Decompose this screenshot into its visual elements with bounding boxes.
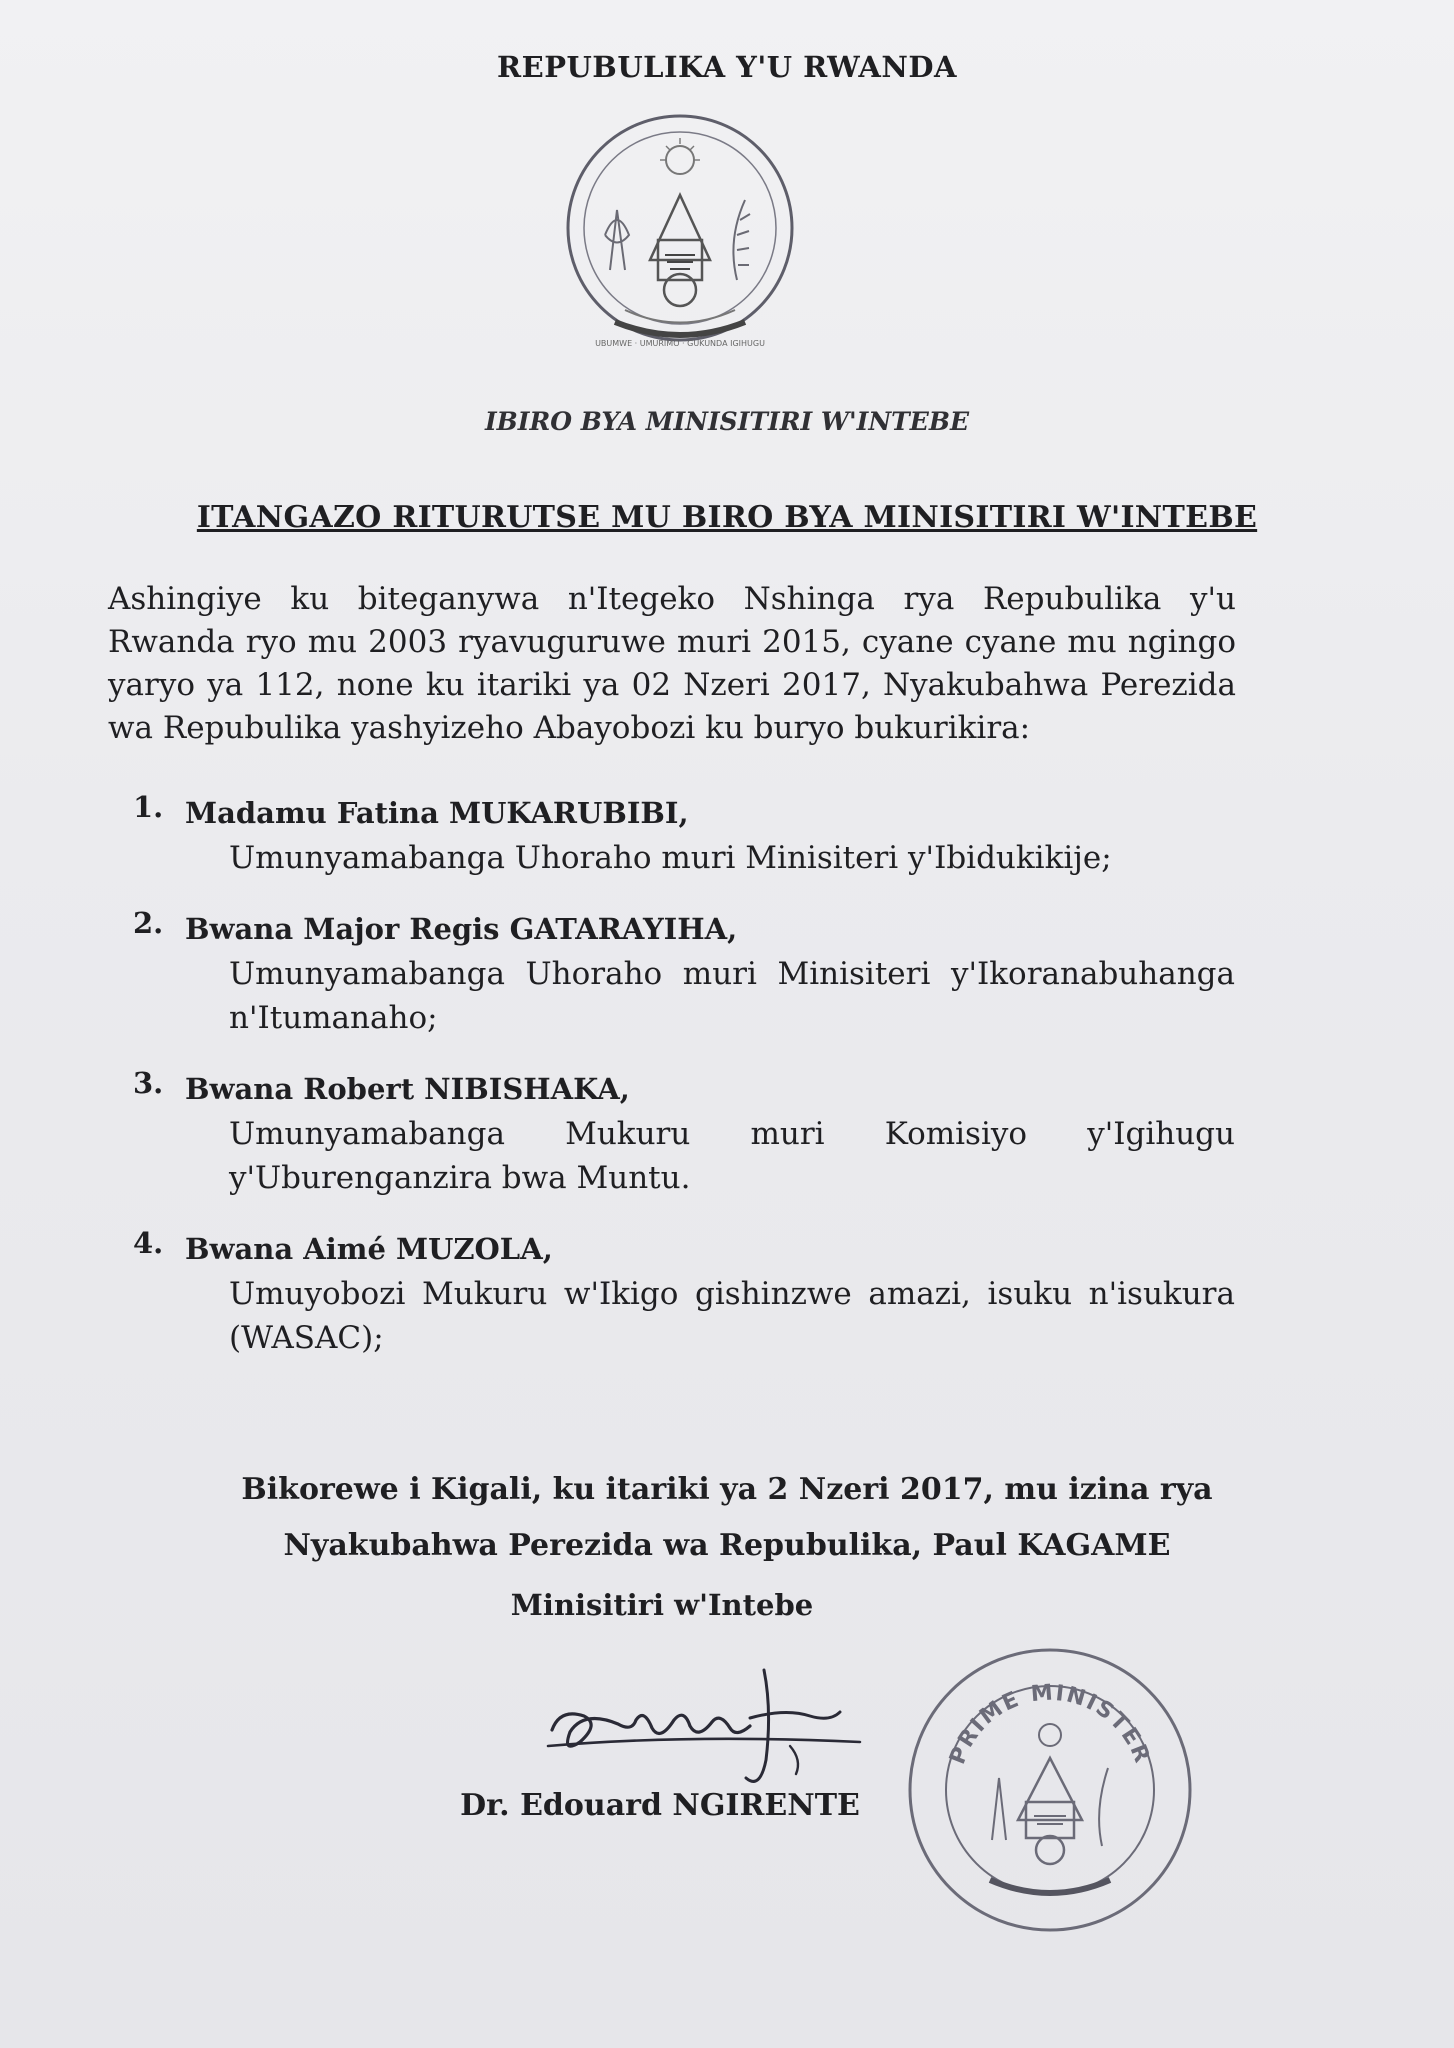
appointee-role: Umuyobozi Mukuru w'Ikigo gishinzwe amazi, isuku n'isukura (WASAC); [229,1276,1235,1356]
office-subheading: IBIRO BYA MINISITIRI W'INTEBE [484,407,970,436]
svg-text:UBUMWE · UMURIMO · GUKUNDA IGI: UBUMWE · UMURIMO · GUKUNDA IGIHUGU [595,339,765,348]
intro-paragraph: Ashingiye ku biteganywa n'Itegeko Nshinga rya Repubulika y'u Rwanda ryo mu 2003 ryavuguruwe muri 2015, cyane cyane mu ngingo yaryo ya 112, none ku itariki ya 02 Nzeri 2017, Nyakubahwa Perezida wa Repubulika yashyizeho Abayobozi ku buryo bukurikira: [108,581,1236,746]
appointment-number: 3. [133,1066,164,1100]
appointment-number: 1. [133,790,164,824]
closing-line-1: Bikorewe i Kigali, ku itariki ya 2 Nzeri 2017, mu izina rya [241,1472,1213,1507]
appointments-list [133,790,1235,1386]
appointment-item [133,1226,1235,1360]
appointment-item [133,790,1235,880]
signatory-name: Dr. Edouard NGIRENTE [460,1788,860,1823]
appointee-role: Umunyamabanga Mukuru muri Komisiyo y'Igihugu y'Uburenganzira bwa Muntu. [229,1116,1235,1196]
country-heading: REPUBULIKA Y'U RWANDA [497,50,957,84]
appointment-item [133,1066,1235,1200]
appointment-number: 4. [133,1226,164,1260]
appointee-role: Umunyamabanga Uhoraho muri Minisiteri y'Ibidukikije; [229,840,1112,876]
signatory-title: Minisitiri w'Intebe [510,1588,814,1622]
appointment-number: 2. [133,906,164,940]
closing-statement [0,1462,1454,1574]
appointee-name: Bwana Robert NIBISHAKA, [185,1072,630,1106]
appointee-role: Umunyamabanga Uhoraho muri Minisiteri y'Ikoranabuhanga n'Itumanaho; [229,956,1235,1036]
closing-line-2: Nyakubahwa Perezida wa Repubulika, Paul KAGAME [283,1528,1171,1563]
appointee-name: Bwana Aimé MUZOLA, [185,1232,553,1266]
appointment-item [133,906,1235,1040]
appointee-name: Bwana Major Regis GATARAYIHA, [185,912,738,946]
svg-text:PRIME MINISTER: PRIME MINISTER [945,1680,1155,1768]
appointee-name: Madamu Fatina MUKARUBIBI, [185,796,689,830]
prime-minister-seal [900,1640,1200,1940]
handwritten-signature [540,1650,870,1800]
coat-of-arms-emblem [555,110,805,370]
notice-title: ITANGAZO RITURUTSE MU BIRO BYA MINISITIRI W'INTEBE [196,500,1258,535]
